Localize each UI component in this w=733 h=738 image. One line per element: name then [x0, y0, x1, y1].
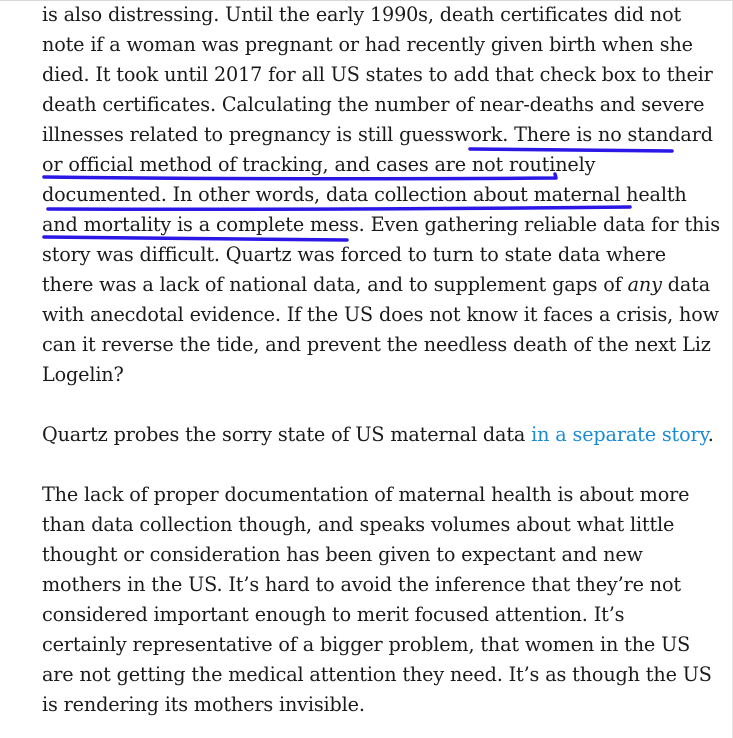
- paragraph-gap: [42, 450, 682, 480]
- text-line: is also distressing. Until the early 1990s, death certificates did not: [42, 3, 682, 26]
- text-line: are not getting the medical attention they need. It’s as though the US: [42, 663, 712, 686]
- emphasis-any: any: [627, 273, 662, 296]
- paragraph-2: [42, 420, 714, 450]
- text-line: [42, 270, 710, 300]
- text-line: can it reverse the tide, and prevent the needless death of the next Liz: [42, 333, 711, 356]
- text-line: considered important enough to merit focused attention. It’s: [42, 603, 625, 626]
- paragraph-gap: [42, 390, 682, 420]
- text-segment: .: [707, 423, 714, 446]
- text-line: died. It took until 2017 for all US states to add that check box to their: [42, 63, 713, 86]
- text-line: with anecdotal evidence. If the US does not know it faces a crisis, how: [42, 303, 719, 326]
- text-segment: there was a lack of national data, and to supplement gaps of: [42, 273, 628, 296]
- text-line: documented. In other words, data collection about maternal health: [42, 183, 687, 206]
- article-body: [42, 0, 720, 720]
- text-line: The lack of proper documentation of maternal health is about more: [42, 483, 690, 506]
- text-line: is rendering its mothers invisible.: [42, 693, 365, 716]
- text-line: [42, 210, 720, 240]
- text-line: illnesses related to pregnancy is still guesswork. There is no standard: [42, 123, 713, 146]
- sentence-start: Even gathering reliable data for this: [364, 213, 720, 236]
- text-line: thought or consideration has been given to expectant and new: [42, 543, 643, 566]
- text-segment: Quartz probes the sorry state of US maternal data: [42, 423, 532, 446]
- text-line: Logelin?: [42, 363, 124, 386]
- text-segment: data: [661, 273, 710, 296]
- text-line: mothers in the US. It’s hard to avoid the inference that they’re not: [42, 573, 681, 596]
- text-line: [42, 420, 714, 450]
- text-line: certainly representative of a bigger problem, that women in the US: [42, 633, 691, 656]
- text-line: than data collection though, and speaks volumes about what little: [42, 513, 675, 536]
- separate-story-link[interactable]: in a separate story: [531, 423, 708, 446]
- paragraph-1: [42, 0, 720, 390]
- text-line: or official method of tracking, and cases are not routinely: [42, 153, 596, 176]
- text-line: death certificates. Calculating the number of near-deaths and severe: [42, 93, 705, 116]
- text-line: note if a woman was pregnant or had recently given birth when she: [42, 33, 693, 56]
- highlighted-sentence-end: and mortality is a complete mess.: [42, 213, 365, 236]
- paragraph-3: [42, 480, 712, 720]
- text-line: story was difficult. Quartz was forced to turn to state data where: [42, 243, 666, 266]
